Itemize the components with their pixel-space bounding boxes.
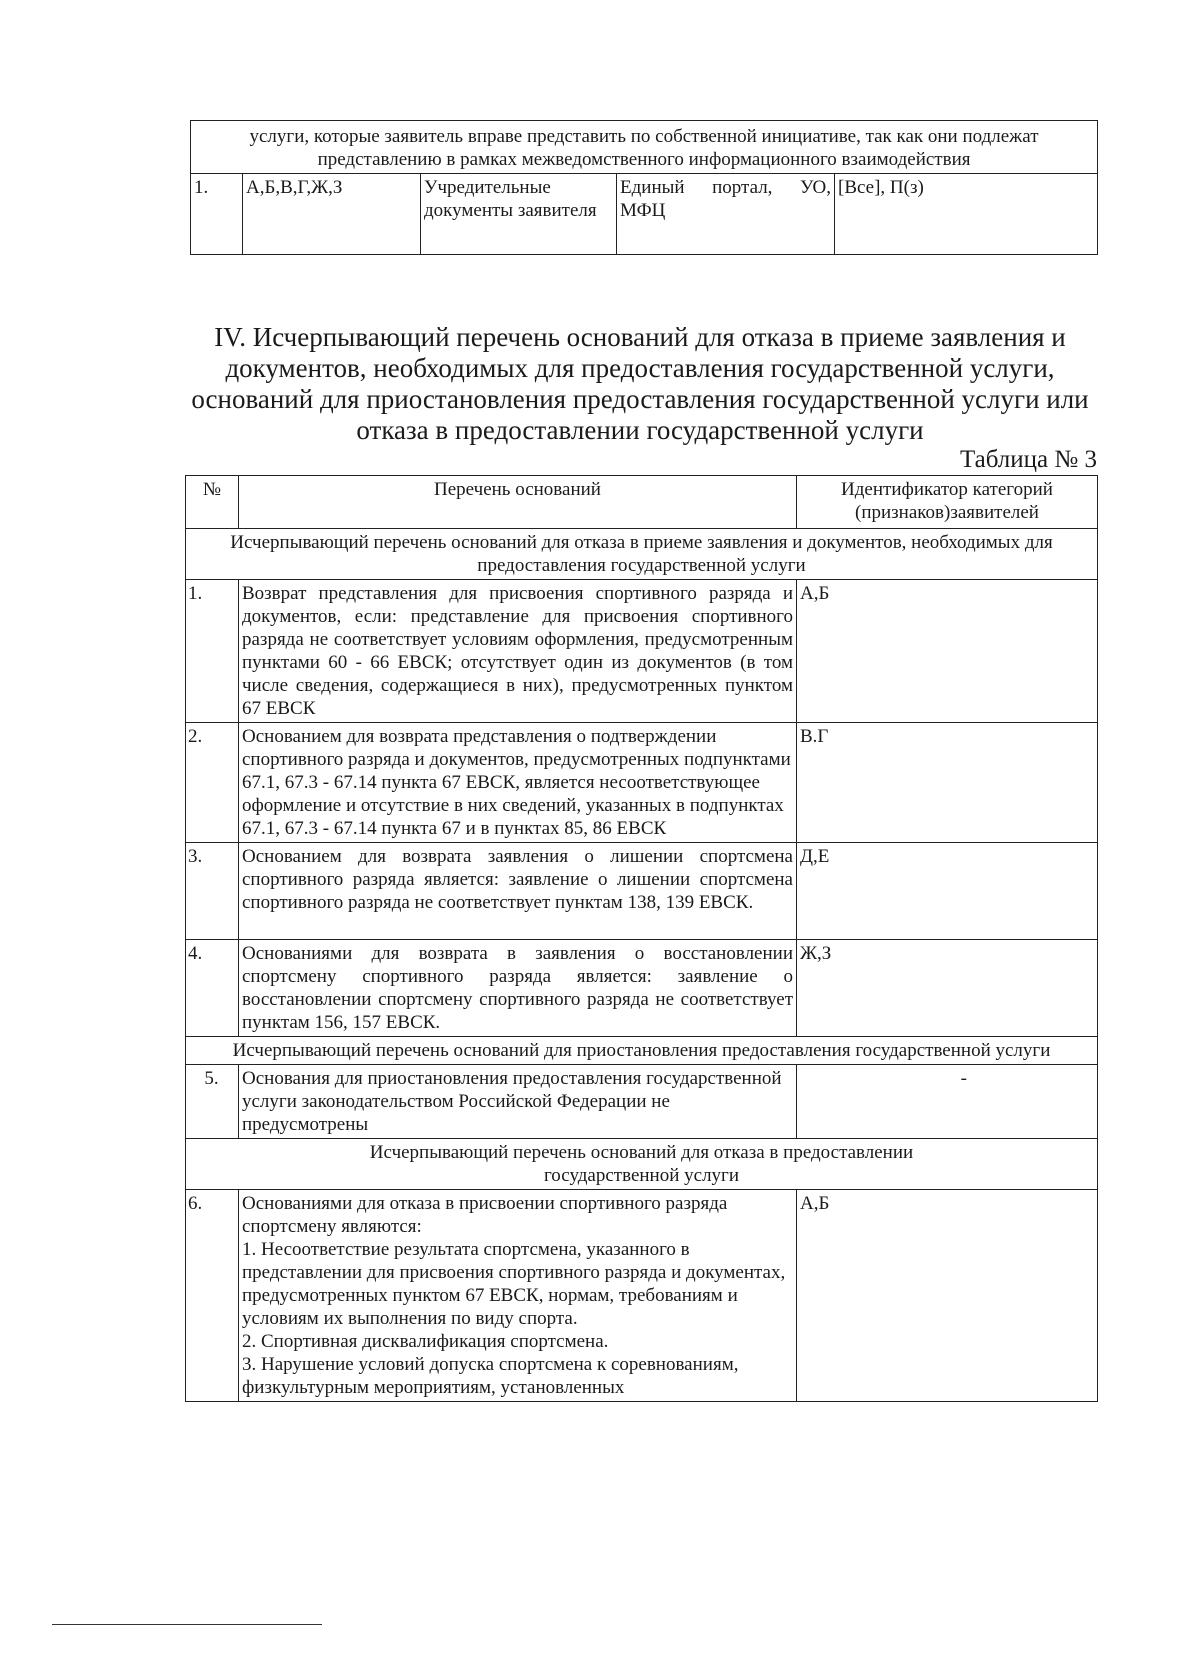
table-row bbox=[186, 723, 1098, 843]
row-number: 5. bbox=[186, 1065, 239, 1139]
row6-item-1: 1. Несоответствие результата спортсмена, указанного в представлении для присвоения спортивного разряда и документах, предусмотренных пунктом 67 ЕВСК, нормам, требованиям и условиям их выполнения по виду спорта. bbox=[242, 1239, 786, 1329]
table-row bbox=[186, 843, 1098, 940]
group3-title: Исчерпывающий перечень оснований для отказа в предоставлении государственной услуги bbox=[186, 1139, 1098, 1190]
row-text: Возврат представления для присвоения спортивного разряда и документов, если: представление для присвоения спортивного разряда не соответствует условиям оформления, предусмотренным пунктами 60 - 66 ЕВСК; отсутствует один из документов (в том числе сведения, содержащиеся в них), предусмотренных пунктом 67 ЕВСК bbox=[239, 580, 797, 723]
row-identifier: В.Г bbox=[797, 723, 1098, 843]
group-title-row bbox=[186, 1037, 1098, 1065]
table-row bbox=[186, 580, 1098, 723]
table-row bbox=[191, 174, 1098, 255]
row6-item-2: 2. Спортивная дисквалификация спортсмена. bbox=[242, 1331, 609, 1352]
row-text bbox=[239, 1190, 797, 1402]
col-number-header: № bbox=[186, 476, 239, 529]
group1-title: Исчерпывающий перечень оснований для отказа в приеме заявления и документов, необходимых для предоставления государственной услуги bbox=[186, 529, 1098, 580]
row-identifier: Д,Е bbox=[797, 843, 1098, 940]
group-title-row bbox=[186, 529, 1098, 580]
col-reasons-header: Перечень оснований bbox=[239, 476, 797, 529]
group2-title: Исчерпывающий перечень оснований для приостановления предоставления государственной услуги bbox=[186, 1037, 1098, 1065]
row-identifier: А,Б bbox=[797, 1190, 1098, 1402]
row-identifier: Ж,З bbox=[797, 940, 1098, 1037]
row-channel: Единый портал, УО, МФЦ bbox=[617, 174, 835, 255]
row-text: Основанием для возврата заявления о лишении спортсмена спортивного разряда является: заявление о лишении спортсмена спортивного разряда не соответствует пунктам 138, 139 ЕВСК. bbox=[239, 843, 797, 940]
top-table-header: услуги, которые заявитель вправе представить по собственной инициативе, так как они подлежат представлению в рамках межведомственного информационного взаимодействия bbox=[191, 121, 1098, 174]
header-row bbox=[186, 476, 1098, 529]
group-title-row bbox=[186, 1139, 1098, 1190]
table-row bbox=[186, 940, 1098, 1037]
top-table bbox=[190, 120, 1098, 255]
row-number: 1. bbox=[191, 174, 243, 255]
row-text: Основанием для возврата представления о подтверждении спортивного разряда и документов, предусмотренных подпунктами 67.1, 67.3 - 67.14 пункта 67 ЕВСК, является несоответствующее оформление и отсутствие в них сведений, указанных в подпунктах 67.1, 67.3 - 67.14 пункта 67 и в пунктах 85, 86 ЕВСК bbox=[239, 723, 797, 843]
col-identifier-header: Идентификатор категорий (признаков)заявителей bbox=[797, 476, 1098, 529]
row6-intro: Основаниями для отказа в присвоении спортивного разряда спортсмену являются: bbox=[242, 1193, 728, 1237]
row-number: 3. bbox=[186, 843, 239, 940]
row-document: Учредительные документы заявителя bbox=[421, 174, 617, 255]
row-categories: А,Б,В,Г,Ж,З bbox=[243, 174, 421, 255]
row6-item-3: 3. Нарушение условий допуска спортсмена к соревнованиям, физкультурным мероприятиям, установленных bbox=[242, 1354, 739, 1398]
section-heading: IV. Исчерпывающий перечень оснований для отказа в приеме заявления и документов, необходимых для предоставления государственной услуги, оснований для приостановления предоставления государственной услуги или отказа в предоставлении государственной услуги bbox=[191, 322, 1089, 445]
main-table bbox=[185, 475, 1098, 1402]
row-text: Основания для приостановления предоставления государственной услуги законодательством Российской Федерации не предусмотрены bbox=[239, 1065, 797, 1139]
table-row bbox=[186, 1065, 1098, 1139]
row-number: 2. bbox=[186, 723, 239, 843]
row-number: 4. bbox=[186, 940, 239, 1037]
row-number: 6. bbox=[186, 1190, 239, 1402]
row-identifier: А,Б bbox=[797, 580, 1098, 723]
row-number: 1. bbox=[186, 580, 239, 723]
row-identifier: [Все], П(з) bbox=[835, 174, 1098, 255]
footnote-separator bbox=[52, 1624, 322, 1625]
table-row bbox=[186, 1190, 1098, 1402]
row-text: Основаниями для возврата в заявления о восстановлении спортсмену спортивного разряда является: заявление о восстановлении спортсмену спортивного разряда не соответствует пунктам 156, 157 ЕВСК. bbox=[239, 940, 797, 1037]
table-number: Таблица № 3 bbox=[959, 446, 1097, 473]
row-identifier: - bbox=[797, 1065, 1098, 1139]
